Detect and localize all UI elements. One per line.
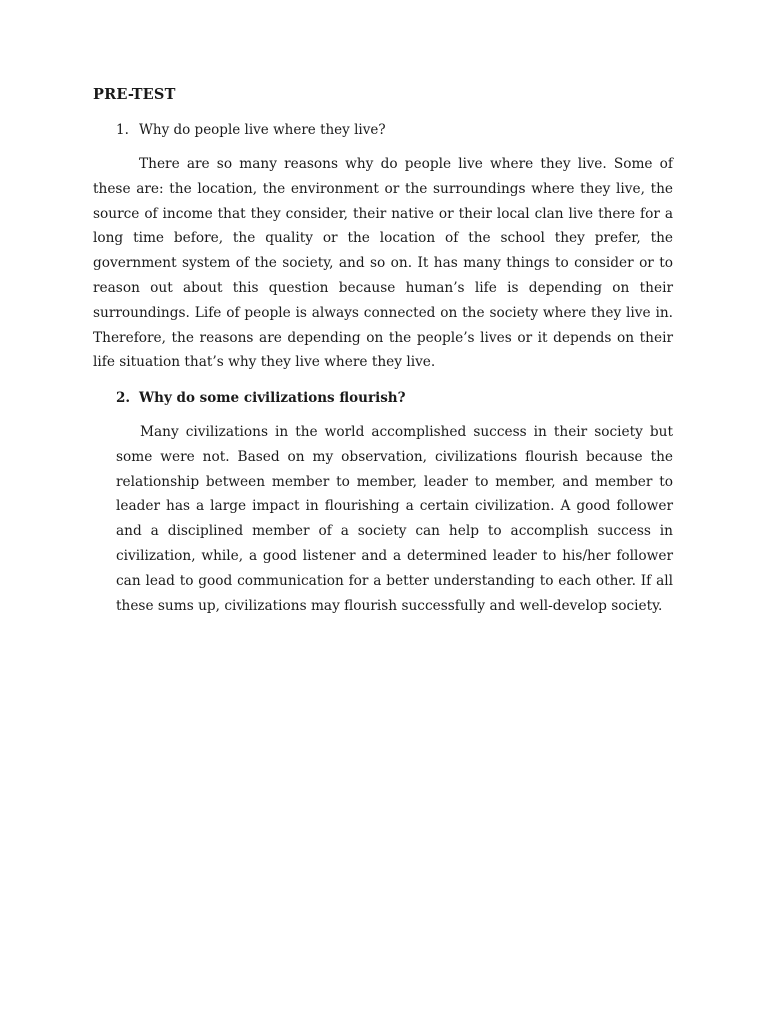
question-2-number: 2. <box>116 390 131 406</box>
answer-2-paragraph: Many civilizations in the world accomplished success in their society but some were not. Based on my observation, civilizations flourish because the relationship between member to member, leader to member, and member to leader has a large impact in flourishing a certain civilization. A good follower and a disciplined member of a society can help to accomplish success in civilization, while, a good listener and a determined leader to his/her follower can lead to good communication for a better understanding to each other. If all these sums up, civilizations may flourish successfully and well-develop society. <box>116 424 673 614</box>
page-title: PRE-TEST <box>93 86 176 103</box>
question-1-number: 1. <box>116 122 129 138</box>
answer-1-paragraph: There are so many reasons why do people live where they live. Some of these are: the location, the environment or the surroundings where they live, the source of income that they consider, their native or their local clan live there for a long time before, the quality or the location of the school they prefer, the government system of the society, and so on. It has many things to consider or to reason out about this question because human’s life is depending on their surroundings. Life of people is always connected on the society where they live in. Therefore, the reasons are depending on the people’s lives or it depends on their life situation that’s why they live where they live. <box>93 156 673 371</box>
question-2 <box>116 389 406 407</box>
question-1-text: Why do people live where they live? <box>139 122 386 138</box>
question-1 <box>116 121 386 139</box>
question-2-text: Why do some civilizations flourish? <box>139 390 406 406</box>
